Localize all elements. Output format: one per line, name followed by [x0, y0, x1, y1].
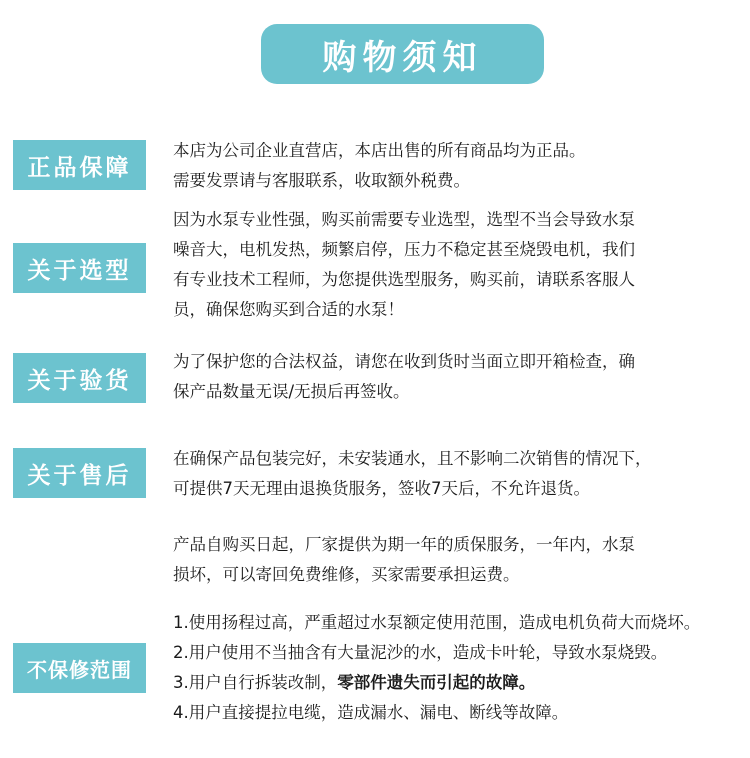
text-line: 有专业技术工程师，为您提供选型服务，购买前，请联系客服人 [173, 270, 635, 289]
text-line [173, 668, 738, 698]
section-text-selection [173, 205, 738, 325]
section-text-warranty [173, 530, 738, 590]
text-line: 员，确保您购买到合适的水泵！ [173, 300, 404, 319]
section-label-selection: 关于选型 [13, 243, 146, 293]
text-line: 产品自购买日起，厂家提供为期一年的质保服务，一年内，水泵 [173, 535, 635, 554]
section-text-not-covered [173, 608, 738, 728]
text-line: 1.使用扬程过高，严重超过水泵额定使用范围，造成电机负荷大而烧坏。 [173, 613, 701, 632]
text-line: 在确保产品包装完好，未安装通水，且不影响二次销售的情况下， [173, 449, 652, 468]
text-line: 保产品数量无误/无损后再签收。 [173, 382, 410, 401]
text-line: 损坏，可以寄回免费维修，买家需要承担运费。 [173, 565, 520, 584]
text-line: 本店为公司企业直营店，本店出售的所有商品均为正品。 [173, 141, 586, 160]
section-text-aftersales [173, 444, 738, 504]
section-text-inspection [173, 347, 738, 407]
section-text-genuine [173, 136, 738, 196]
section-label-genuine: 正品保障 [13, 140, 146, 190]
section-label-inspection: 关于验货 [13, 353, 146, 403]
text-line: 需要发票请与客服联系，收取额外税费。 [173, 171, 470, 190]
text-line: 因为水泵专业性强，购买前需要专业选型，选型不当会导致水泵 [173, 210, 635, 229]
text-line: 噪音大，电机发热，频繁启停，压力不稳定甚至烧毁电机，我们 [173, 240, 635, 259]
section-label-aftersales: 关于售后 [13, 448, 146, 498]
text-line: 可提供7天无理由退换货服务，签收7天后，不允许退货。 [173, 479, 590, 498]
text-line-part: 3.用户自行拆装改制， [173, 673, 338, 692]
text-line: 4.用户直接提拉电缆，造成漏水、漏电、断线等故障。 [173, 703, 569, 722]
text-line-bold-part: 零部件遗失而引起的故障。 [337, 673, 536, 692]
page-title: 购物须知 [261, 24, 544, 84]
text-line: 为了保护您的合法权益，请您在收到货时当面立即开箱检查，确 [173, 352, 635, 371]
text-line: 2.用户使用不当抽含有大量泥沙的水，造成卡叶轮，导致水泵烧毁。 [173, 643, 668, 662]
section-label-not-covered: 不保修范围 [13, 643, 146, 693]
